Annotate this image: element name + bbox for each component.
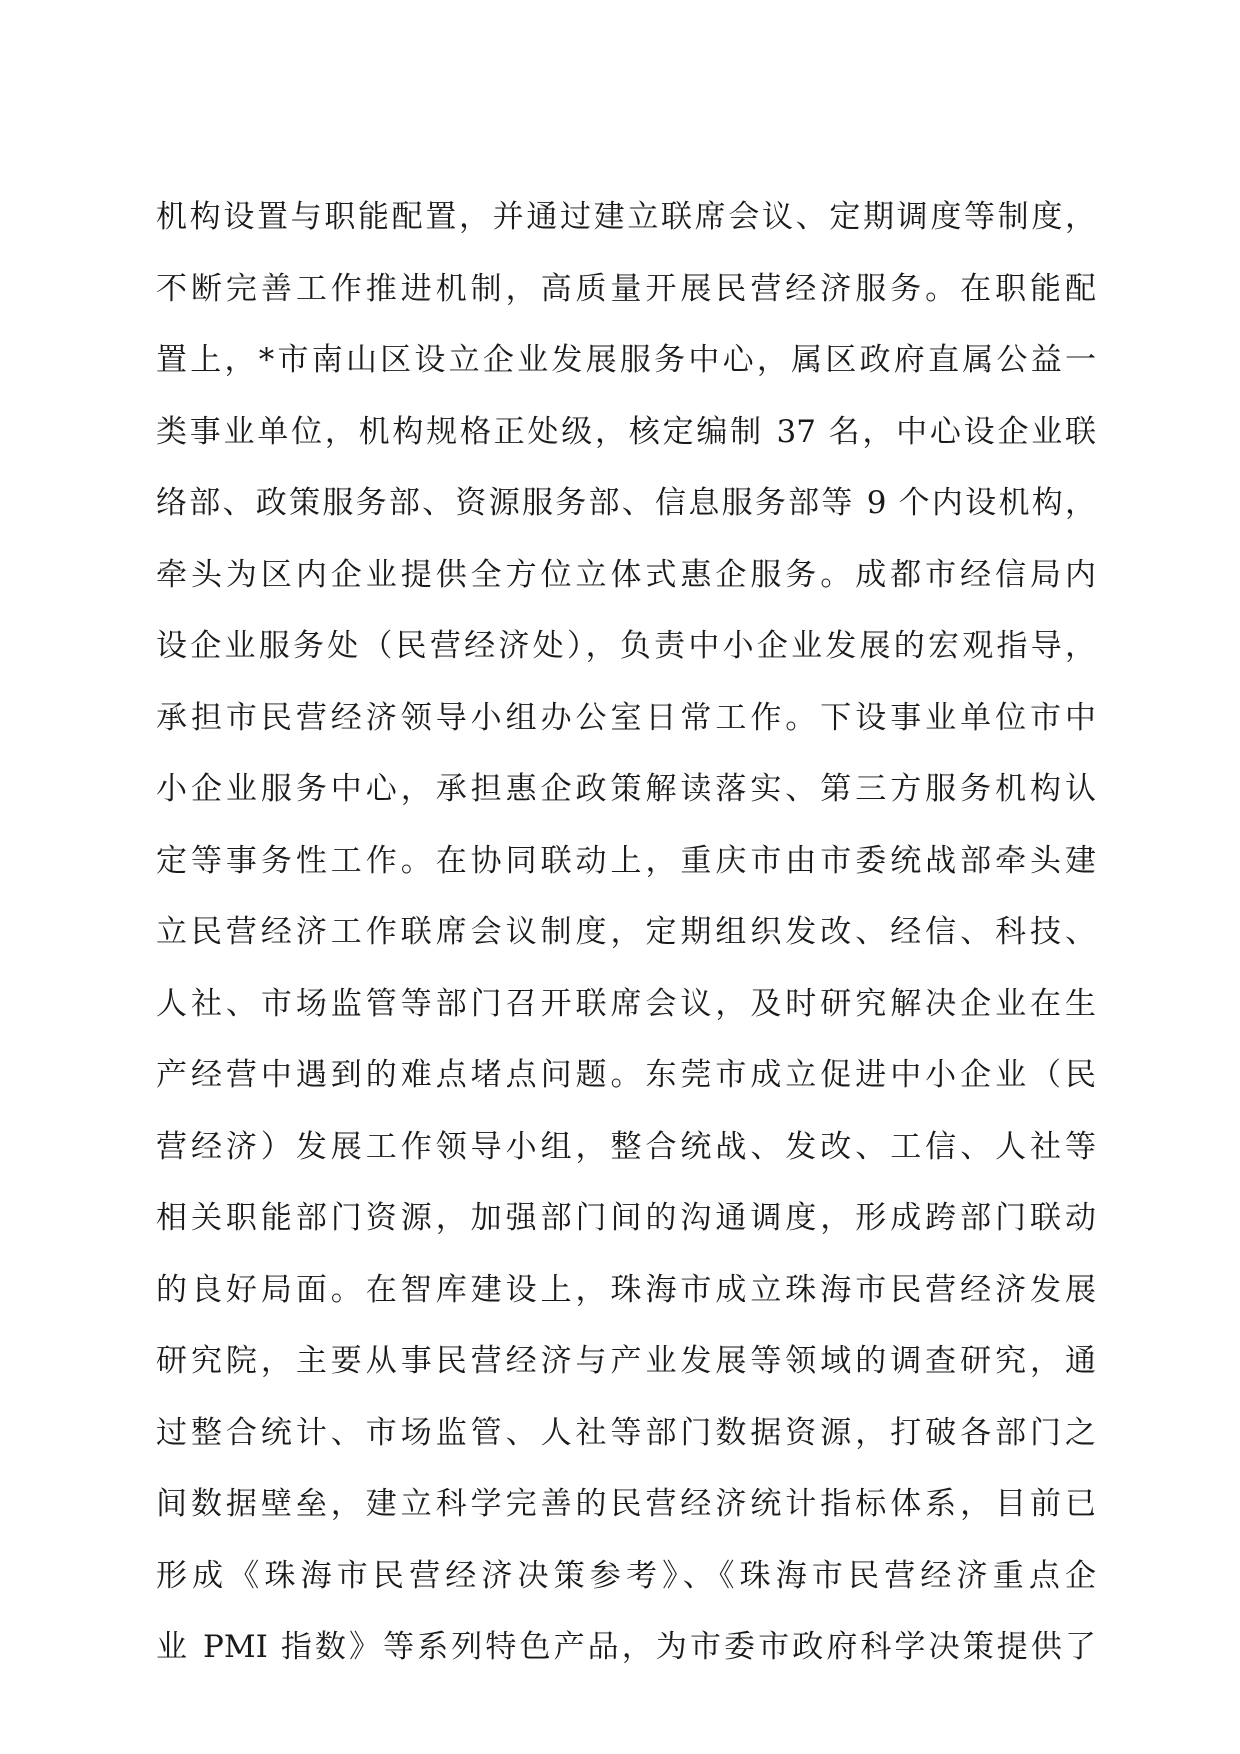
text-line: 设企业服务处（民营经济处），负责中小企业发展的宏观指导，	[156, 628, 1096, 664]
text-line: 立民营经济工作联席会议制度，定期组织发改、经信、科技、	[156, 914, 1096, 950]
text-line: 业 PMI 指数》等系列特色产品，为市委市政府科学决策提供了	[156, 1629, 1096, 1665]
text-line: 承担市民营经济领导小组办公室日常工作。下设事业单位市中	[156, 699, 1096, 736]
text-line: 机构设置与职能配置，并通过建立联席会议、定期调度等制度，	[156, 199, 1096, 235]
text-line: 营经济）发展工作领导小组，整合统战、发改、工信、人社等	[156, 1128, 1096, 1165]
text-line: 相关职能部门资源，加强部门间的沟通调度，形成跨部门联动	[156, 1200, 1096, 1236]
text-line: 形成《珠海市民营经济决策参考》、《珠海市民营经济重点企	[156, 1557, 1096, 1594]
text-line: 的良好局面。在智库建设上，珠海市成立珠海市民营经济发展	[156, 1271, 1096, 1308]
body-paragraph	[156, 182, 1096, 1684]
text-line: 不断完善工作推进机制，高质量开展民营经济服务。在职能配	[156, 270, 1096, 307]
text-line: 研究院，主要从事民营经济与产业发展等领域的调查研究，通	[156, 1343, 1096, 1379]
text-line: 类事业单位，机构规格正处级，核定编制 37 名，中心设企业联	[156, 413, 1096, 450]
text-line: 产经营中遇到的难点堵点问题。东莞市成立促进中小企业（民	[156, 1057, 1096, 1093]
text-line: 小企业服务中心，承担惠企政策解读落实、第三方服务机构认	[156, 771, 1096, 807]
text-line: 置上，*市南山区设立企业发展服务中心，属区政府直属公益一	[156, 342, 1096, 378]
text-line: 过整合统计、市场监管、人社等部门数据资源，打破各部门之	[156, 1414, 1096, 1451]
text-line: 间数据壁垒，建立科学完善的民营经济统计指标体系，目前已	[156, 1486, 1096, 1522]
text-line: 络部、政策服务部、资源服务部、信息服务部等 9 个内设机构，	[156, 485, 1096, 521]
text-line: 人社、市场监管等部门召开联席会议，及时研究解决企业在生	[156, 985, 1096, 1022]
text-line: 牵头为区内企业提供全方位立体式惠企服务。成都市经信局内	[156, 556, 1096, 593]
text-line: 定等事务性工作。在协同联动上，重庆市由市委统战部牵头建	[156, 842, 1096, 879]
